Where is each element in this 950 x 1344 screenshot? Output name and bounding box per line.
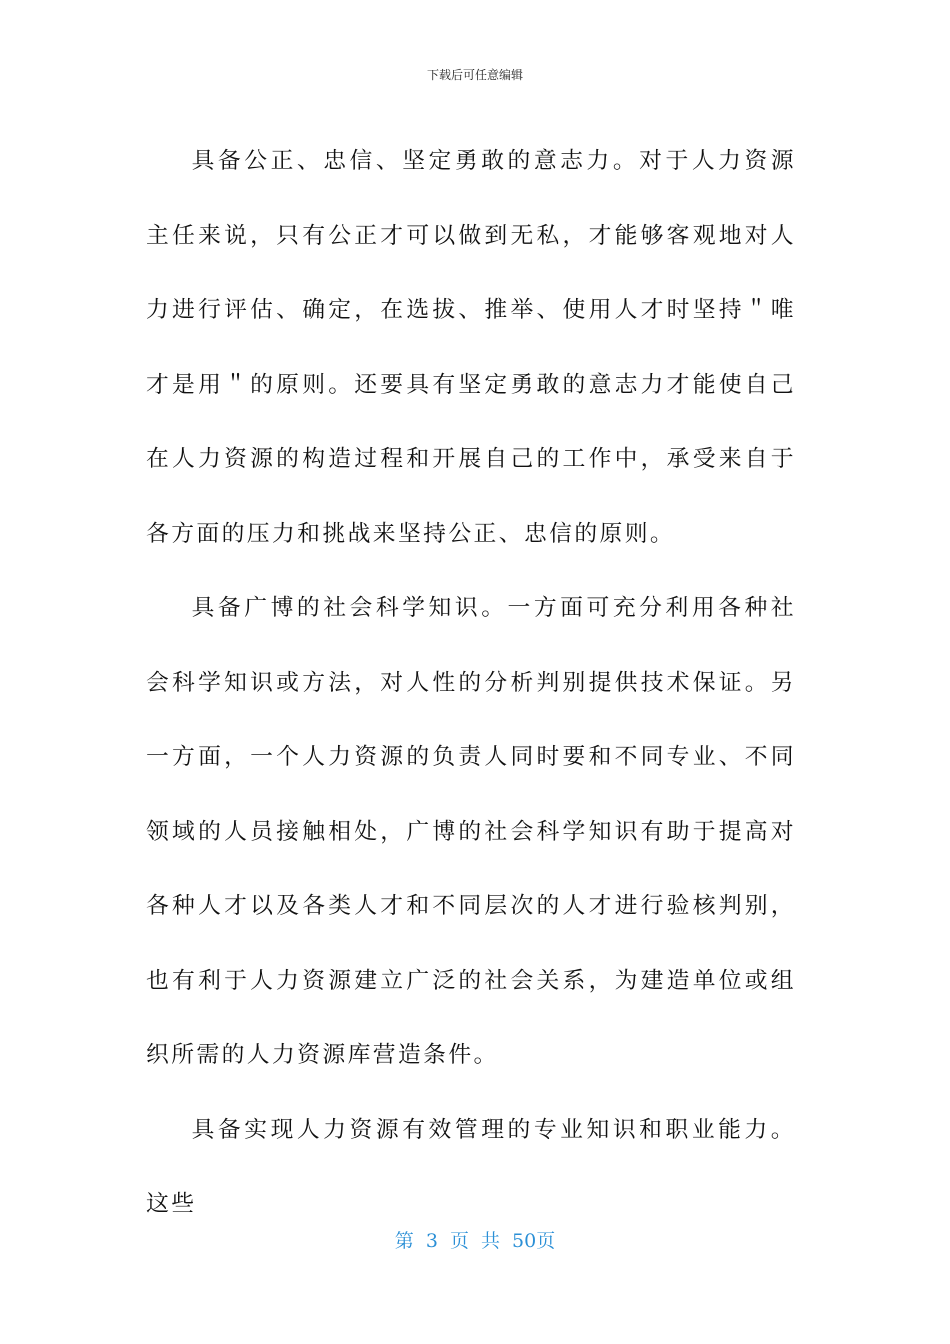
page-footer: 第 3 页 共 50页	[394, 1230, 556, 1252]
paragraph-2: 具备广博的社会科学知识。一方面可充分利用各种社会科学知识或方法，对人性的分析判别提供技术保证。另一方面，一个人力资源的负责人同时要和不同专业、不同领域的人员接触相处，广博的社会科学知识有助于提高对各种人才以及各类人才和不同层次的人才进行验核判别，也有利于人力资源建立广泛的社会关系，为建造单位或组织所需的人力资源库营造条件。	[146, 595, 796, 1068]
paragraph-1: 具备公正、忠信、坚定勇敢的意志力。对于人力资源主任来说，只有公正才可以做到无私，才能够客观地对人力进行评估、确定，在选拔、推举、使用人才时坚持＂唯才是用＂的原则。还要具有坚定勇敢的意志力才能使自己在人力资源的构造过程和开展自己的工作中，承受来自于各方面的压力和挑战来坚持公正、忠信的原则。	[146, 148, 796, 547]
page-header: 下载后可任意编辑	[426, 68, 523, 82]
document-body	[146, 124, 796, 1242]
paragraph-3: 具备实现人力资源有效管理的专业知识和职业能力。这些	[146, 1116, 796, 1217]
